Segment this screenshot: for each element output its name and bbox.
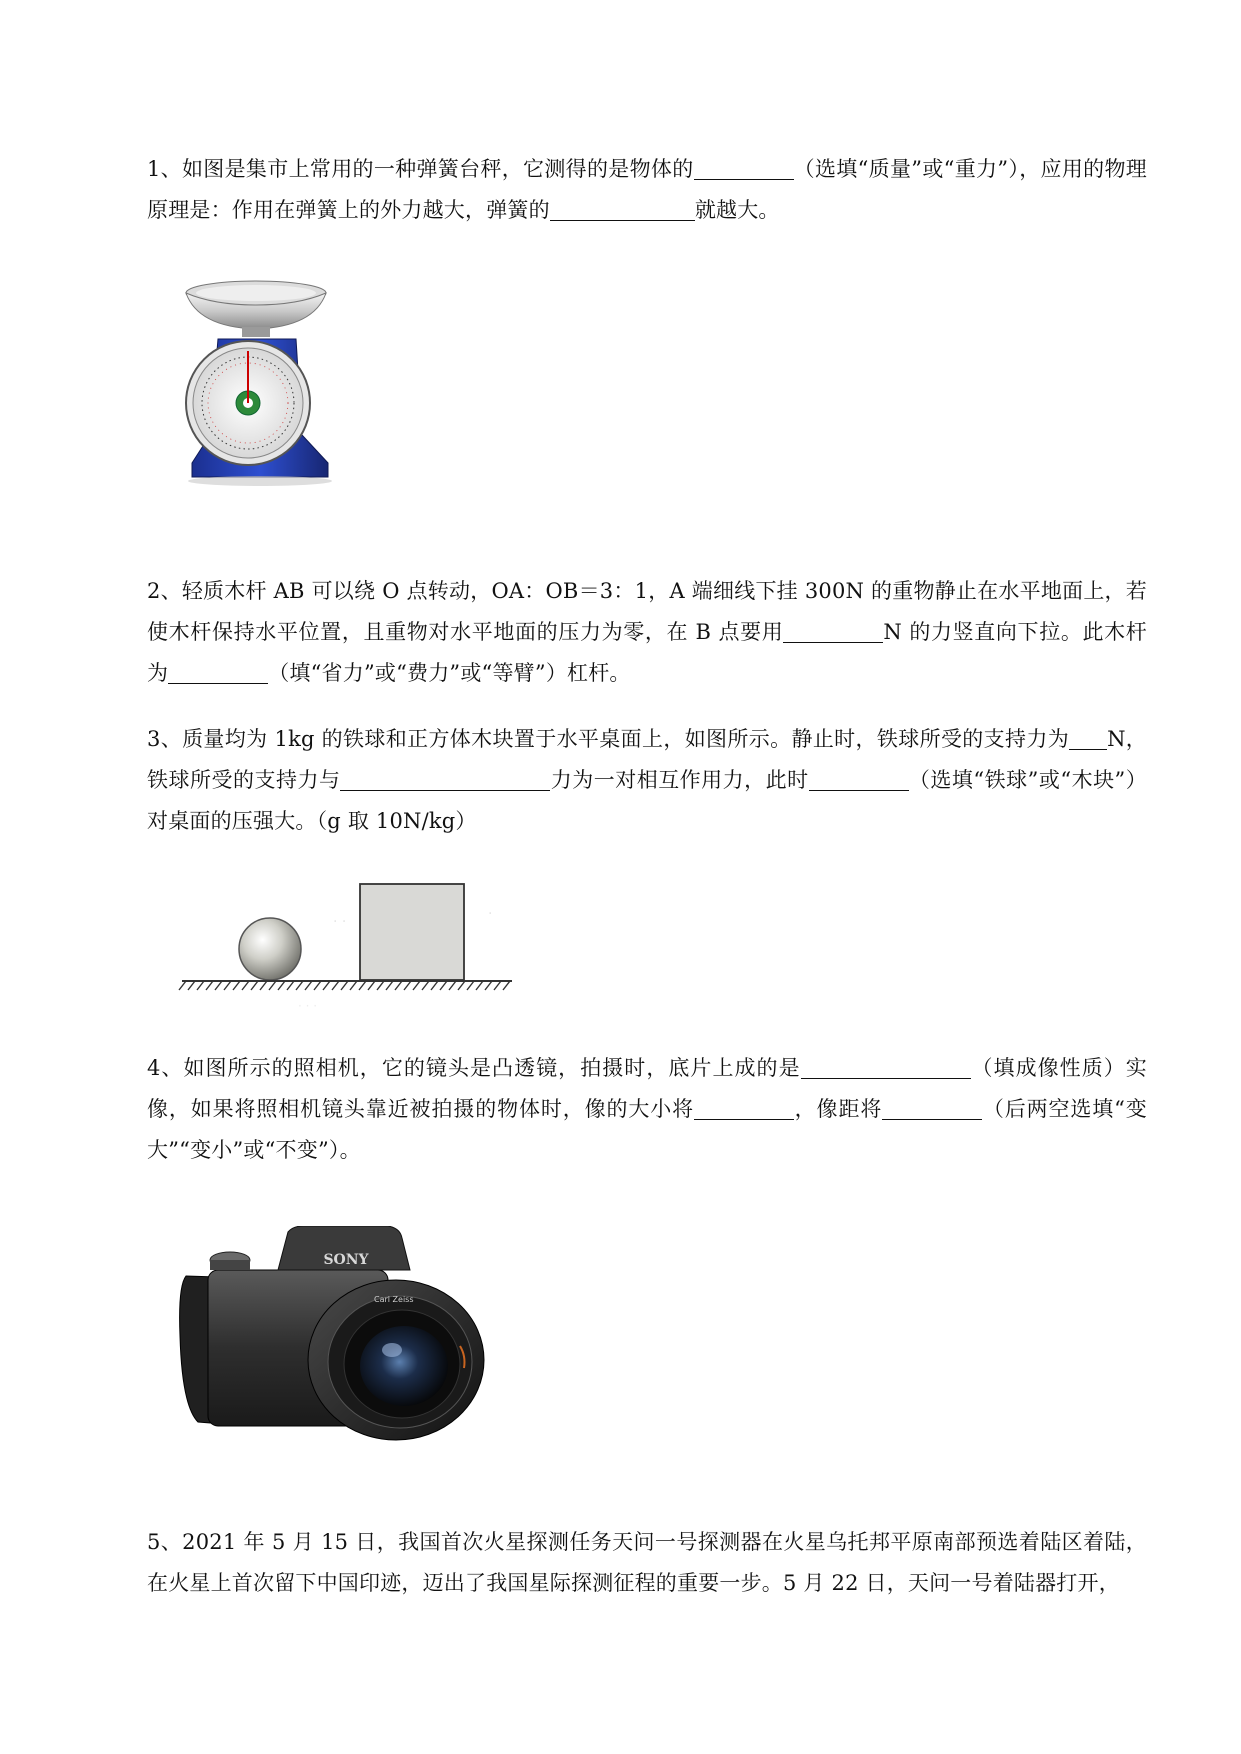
question-5-text-a: 5、2021 年 5 月 15 日，我国首次火星探测任务天问一号探测器在火星乌托邦平原南部预选着陆区着陆，在火星上首次留下中国印迹，迈出了我国星际探测征程的重要一步。5 月 22 日，天问一号着陆器打开， (147, 1530, 1147, 1595)
svg-text:· ·: · · (333, 914, 347, 930)
answer-blank[interactable] (550, 196, 695, 221)
question-1-text-b: （选填“质量”或“重力”），应用的物理原理是：作用在弹簧上的外力越大，弹簧的 (147, 157, 1147, 222)
question-4-text-d: （后两空选填“变大”“变小”或“不变”）。 (147, 1097, 1147, 1162)
answer-blank[interactable] (168, 659, 268, 684)
camera-brand-label: SONY (323, 1252, 369, 1268)
question-5 (147, 1522, 1147, 1604)
question-2-text-a: 2、轻质木杆 AB 可以绕 O 点转动，OA：OB＝3：1，A 端细线下挂 300N 的重物静止在水平地面上，若使木杆保持水平位置，且重物对水平地面的压力为零，在 B 点要用 (147, 579, 1147, 644)
answer-blank[interactable] (801, 1054, 971, 1079)
svg-text:· · ·: · · · (298, 999, 318, 1013)
answer-blank[interactable] (809, 766, 909, 791)
question-2 (147, 571, 1147, 694)
question-3-text-c: 力为一对相互作用力，此时 (550, 768, 809, 792)
question-2-text-c: （填“省力”或“费力”或“等臂”）杠杆。 (268, 661, 631, 685)
answer-blank[interactable] (340, 766, 550, 791)
answer-blank[interactable] (694, 155, 794, 180)
question-1 (147, 149, 1147, 231)
answer-blank[interactable] (1069, 725, 1107, 750)
camera-image (178, 1226, 488, 1456)
question-3-text-d: （选填“铁球”或“木块”）对桌面的压强大。（g 取 10N/kg） (147, 768, 1147, 833)
answer-blank[interactable] (694, 1095, 794, 1120)
spring-scale-image (178, 275, 338, 515)
question-4 (147, 1048, 1147, 1171)
question-4-text-b: （填成像性质）实像，如果将照相机镜头靠近被拍摄的物体时，像的大小将 (147, 1056, 1147, 1121)
question-1-text-a: 1、如图是集市上常用的一种弹簧台秤，它测得的是物体的 (147, 157, 694, 181)
question-3-text-b: N，铁球所受的支持力与 (147, 727, 1148, 792)
question-2-text-b: N 的力竖直向下拉。此木杆为 (147, 620, 1147, 685)
ball-and-block-image (178, 868, 518, 1018)
question-1-text-c: 就越大。 (694, 198, 780, 222)
question-4-text-a: 4、如图所示的照相机，它的镜头是凸透镜，拍摄时，底片上成的是 (147, 1056, 801, 1080)
question-3-text-a: 3、质量均为 1kg 的铁球和正方体木块置于水平桌面上，如图所示。静止时，铁球所受的支持力为 (147, 727, 1070, 751)
lens-brand-label: Carl Zeiss (374, 1295, 414, 1304)
answer-blank[interactable] (783, 618, 883, 643)
question-4-text-c: ，像距将 (794, 1097, 883, 1121)
answer-blank[interactable] (882, 1095, 982, 1120)
svg-text:·: · (488, 906, 493, 922)
question-3 (147, 719, 1147, 842)
